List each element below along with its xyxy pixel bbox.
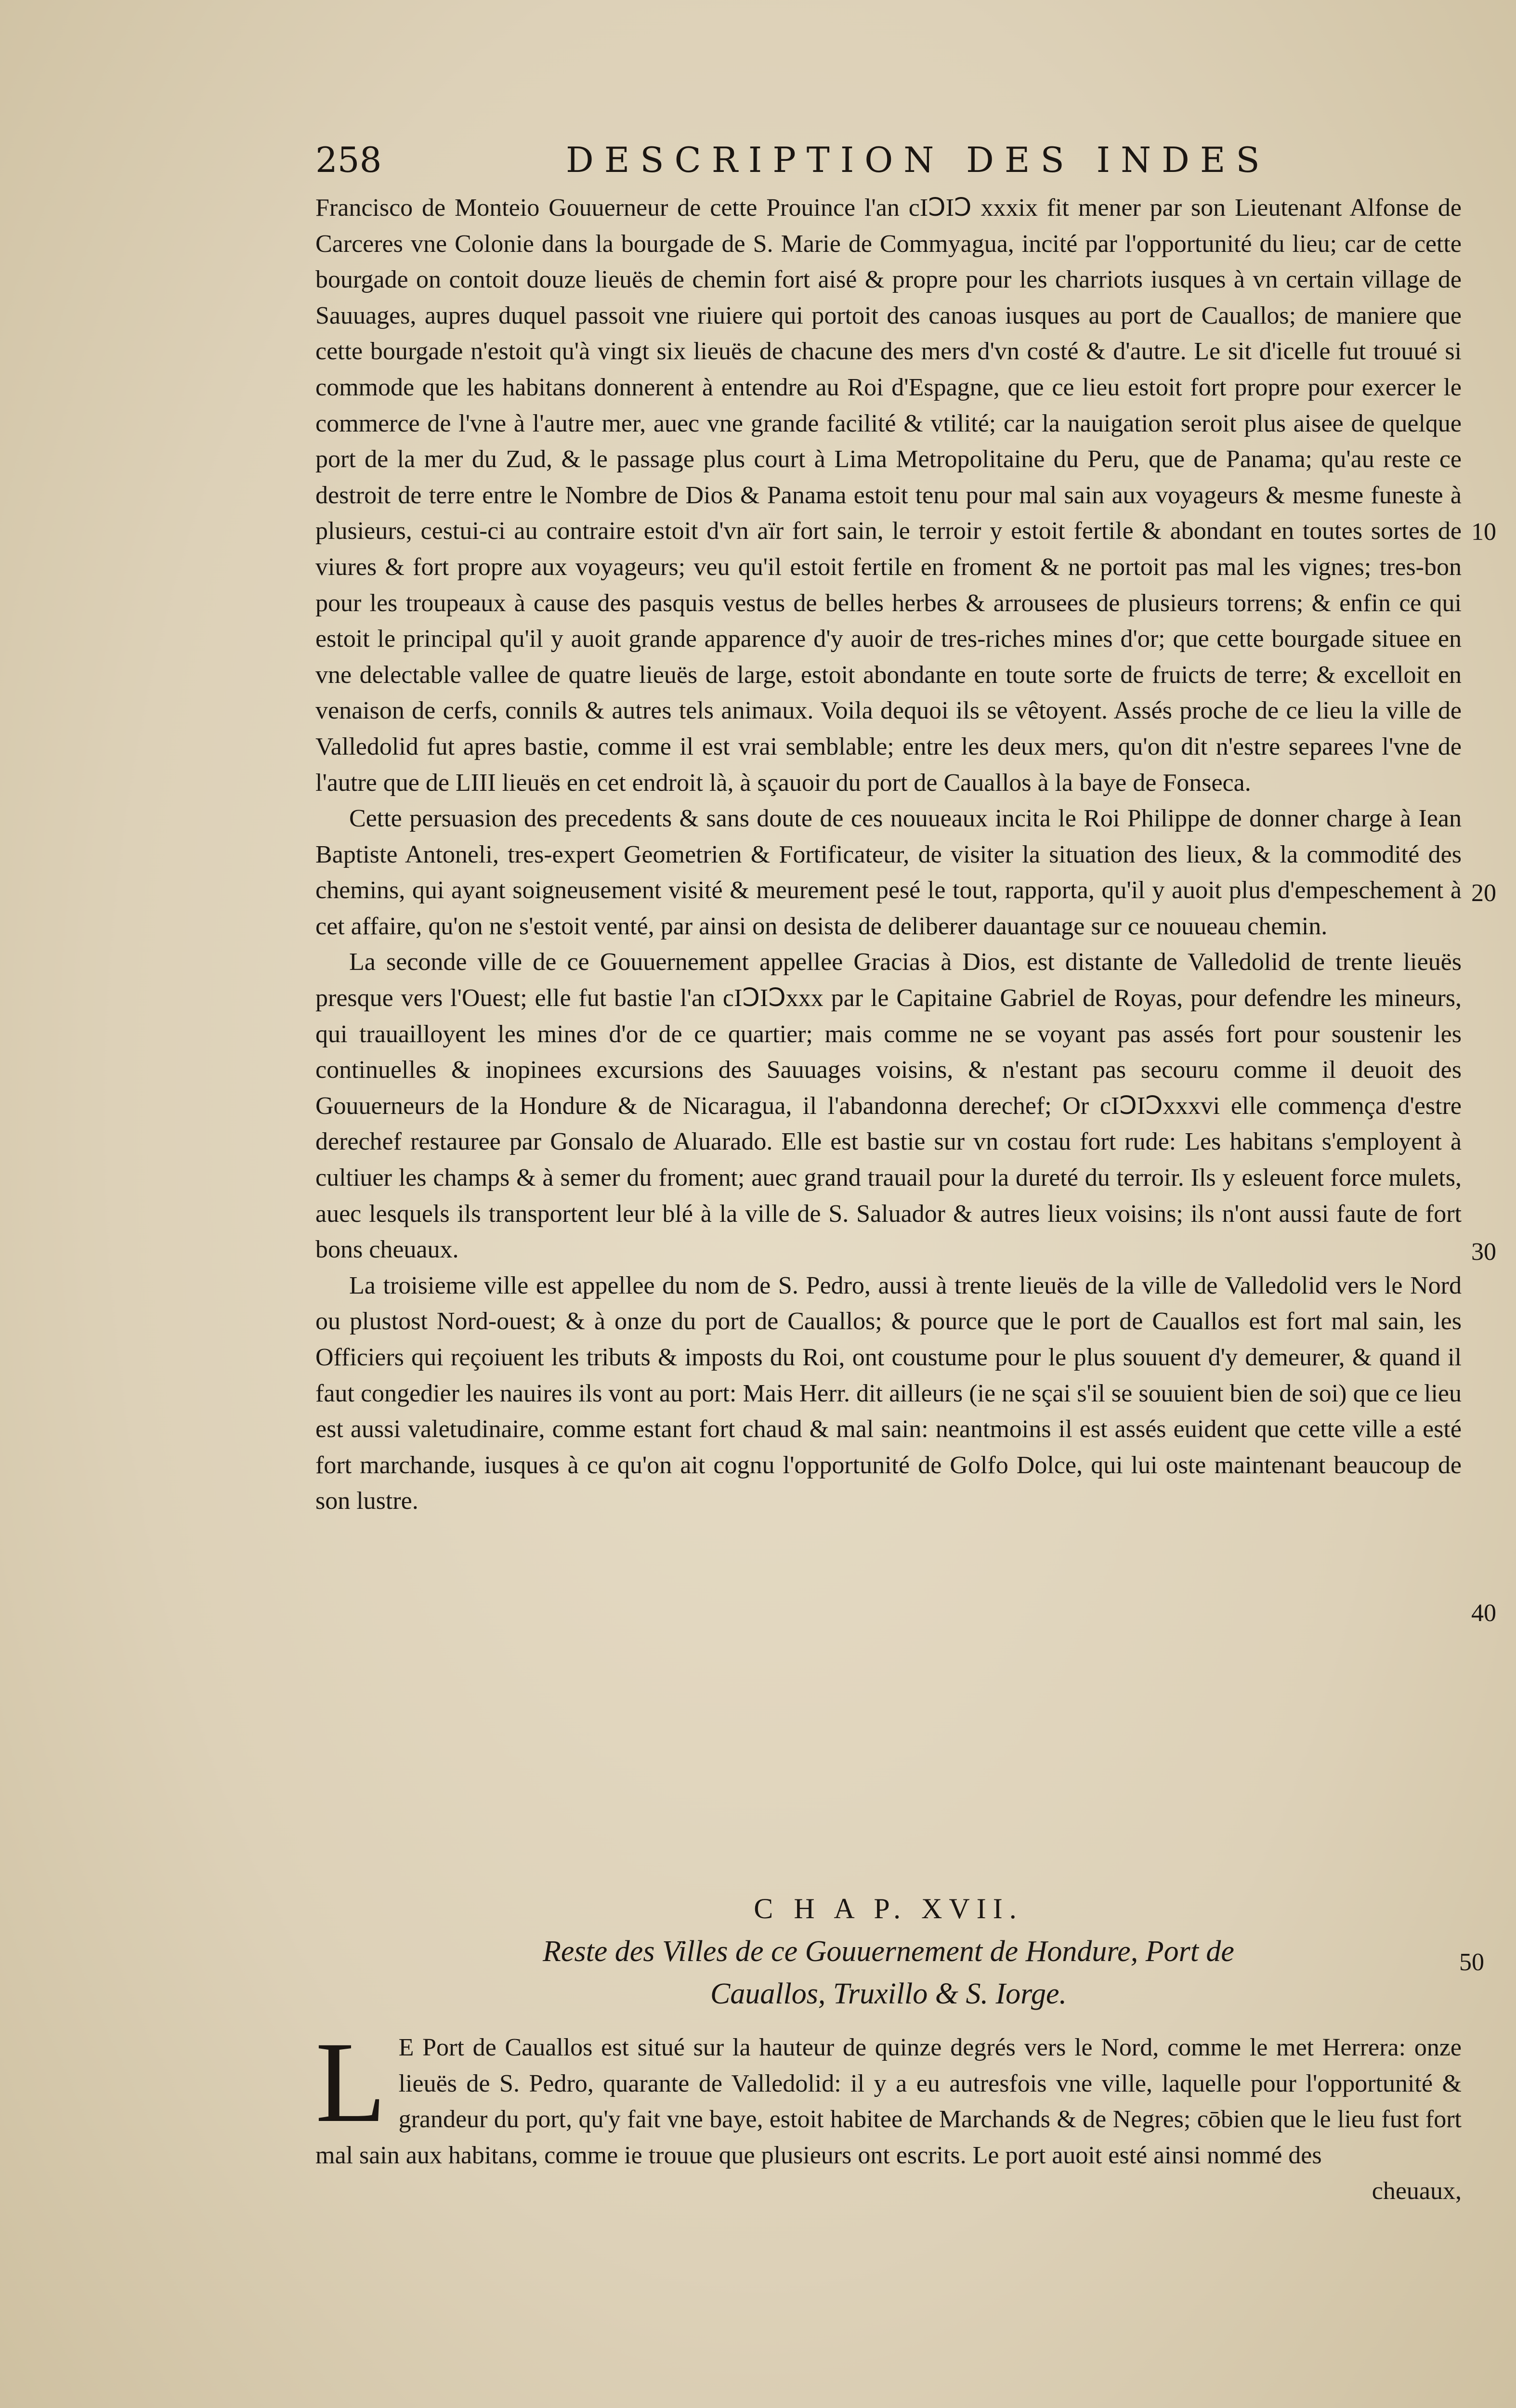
page-number: 258 xyxy=(315,140,382,180)
paragraph-1: Francisco de Monteio Gouuerneur de cette Prouince l'an cIↃIↃ xxxix fit mener par son Lieutenant Alfonse de Carceres vne Colonie dans la bourgade de S. Marie de Commyagua, incité par l'opportunité du lieu; car de cette bourgade on contoit douze lieuës de chemin fort aisé & propre pour les charriots iusques à vn certain village de Sauuages, aupres duquel passoit vne riuiere qui portoit des canoas iusques au port de Cauallos; de maniere que cette bourgade n'estoit qu'à vingt six lieuës de chacune des mers d'vn costé & d'autre. Le sit d'icelle fut trouué si commode que les habitans donnerent à entendre au Roi d'Espagne, que ce lieu estoit fort propre pour exercer le commerce de l'vne à l'autre mer, auec vne grande facilité & vtilité; car la nauigation seroit plus aisee de quelque port de la mer du Zud, & le passage plus court à Lima Metropolitaine du Peru, que de Panama; qu'au reste ce destroit de terre entre le Nombre de Dios & Panama estoit tenu pour mal sain aux voyageurs & mesme funeste à plusieurs, cestui-ci au contraire estoit d'vn aïr fort sain, le terroir y estoit fertile & abondant en toutes sortes de viures & fort propre aux voyageurs; veu qu'il estoit fertile en froment & ne portoit pas mal les vignes; tres-bon pour les troupeaux à cause des pasquis vestus de belles herbes & arrousees de plusieurs torrens; & enfin ce qui estoit le principal qu'il y auoit grande apparence d'y auoir de tres-riches mines d'or; que cette bourgade situee en vne delectable vallee de quatre lieuës de large, estoit abondante en toute sorte de fruicts de terre; & excelloit en venaison de cerfs, connils & autres tels animaux. Voila dequoi ils se vêtoyent. Assés proche de ce lieu la ville de Valledolid fut apres bastie, comme il est vrai semblable; entre les deux mers, qu'on dit n'estre separees l'vne de l'autre que de LIII lieuës en cet endroit là, à sçauoir du port de Cauallos à la baye de Fonseca. xyxy=(315,194,1462,797)
chapter-heading xyxy=(315,1888,1462,2014)
chapter-text xyxy=(315,2018,1462,2210)
paragraph-4: La troisieme ville est appellee du nom de S. Pedro, aussi à trente lieuës de la ville de Valledolid vers le Nord ou plustost Nord-ouest; & à onze du port de Cauallos; & pource que le port de Cauallos est fort mal sain, les Officiers qui reçoiuent les tributs & imposts du Roi, ont coustume pour le plus souuent d'y demeurer, & quand il faut congedier les nauires ils vont au port: Mais Herr. dit ailleurs (ie ne sçai s'il se souuient bien de soi) que ce lieu est aussi valetudinaire, comme estant fort chaud & mal sain: neantmoins il est assés euident que cette ville a esté fort marchande, iusques à ce qu'on ait cognu l'opportunité de Golfo Dolce, qui lui oste maintenant beaucoup de son lustre. xyxy=(315,1271,1462,1515)
margin-number-30: 30 xyxy=(1471,1238,1496,1266)
paragraph-2: Cette persuasion des precedents & sans doute de ces nouueaux incita le Roi Philippe de donner charge à Iean Baptiste Antoneli, tres-expert Geometrien & Fortificateur, de visiter la situation des lieux, & la commodité des chemins, qui ayant soigneusement visité & meurement pesé le tout, rapporta, qu'il y auoit plus d'empeschement à cet affaire, qu'on ne s'estoit venté, par ainsi on desista de deliberer dauantage sur ce nouueau chemin. xyxy=(315,805,1462,940)
running-title: DESCRIPTION DES INDES xyxy=(566,140,1270,180)
paragraph-3: La seconde ville de ce Gouuernement appellee Gracias à Dios, est distante de Valledolid de trente lieuës presque vers l'Ouest; elle fut bastie l'an cIↃIↃxxx par le Capitaine Gabriel de Royas, pour defendre les mineurs, qui trauailloyent les mines d'or de ce quartier; mais comme ne se voyant pas assés fort pour soustenir les continuelles & inopinees excursions des Sauuages voisins, & n'estant pas secouru comme il deuoit des Gouuerneurs de la Hondure & de Nicaragua, il l'abandonna derechef; Or cIↃIↃxxxvi elle commença d'estre derechef restauree par Gonsalo de Aluarado. Elle est bastie sur vn costau fort rude: Les habitans s'employent à cultiuer les champs & à semer du froment; auec grand trauail pour la dureté du terroir. Ils y esleuent force mulets, auec lesquels ils transportent leur blé à la ville de S. Saluador & autres lieux voisins; ils n'ont aussi faute de fort bons cheuaux. xyxy=(315,948,1462,1264)
chapter-title-line-2: Cauallos, Truxillo & S. Iorge. xyxy=(710,1977,1067,2010)
chapter-paragraph: E Port de Cauallos est situé sur la hauteur de quinze degrés vers le Nord, comme le met Herrera: onze lieuës de S. Pedro, quarante de Valledolid: il y a eu autresfois vne ville, laquelle pour l'opportunité & grandeur du port, qu'y fait vne baye, estoit habitee de Marchands & de Negres; cōbien que le lieu fust fort mal sain aux habitans, comme ie trouue que plusieurs ont escrits. Le port auoit esté ainsi nommé des xyxy=(315,2034,1462,2169)
margin-number-20: 20 xyxy=(1471,879,1496,907)
margin-number-50: 50 xyxy=(1459,1949,1484,1976)
margin-number-40: 40 xyxy=(1471,1599,1496,1627)
drop-cap: L xyxy=(315,2018,386,2146)
chapter-label: C H A P. XVII. xyxy=(754,1893,1023,1924)
main-text xyxy=(315,190,1462,1519)
page-header xyxy=(315,140,1471,188)
chapter-title-line-1: Reste des Villes de ce Gouuernement de Hondure, Port de xyxy=(543,1935,1234,1968)
margin-number-10: 10 xyxy=(1471,518,1496,546)
catchword: cheuaux, xyxy=(1372,2177,1462,2205)
